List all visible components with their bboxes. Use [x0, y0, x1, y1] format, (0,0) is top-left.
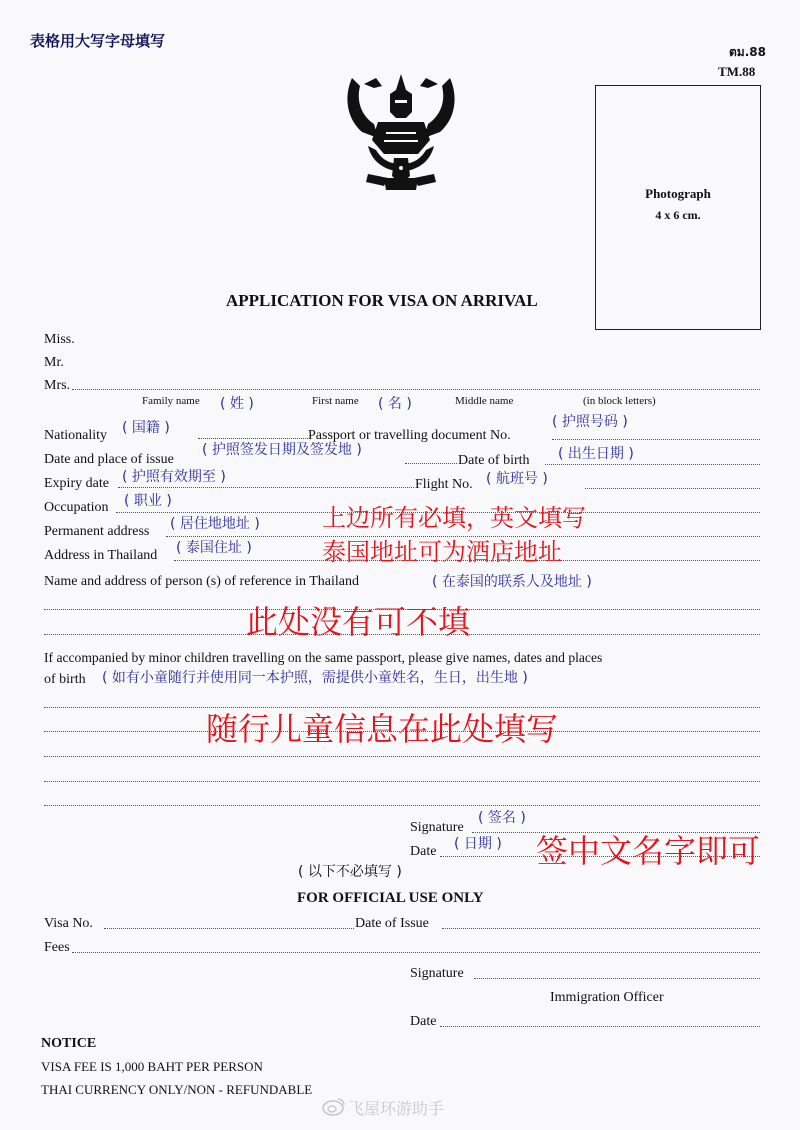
occupation-label: Occupation [44, 500, 109, 515]
fees-field[interactable] [72, 952, 760, 953]
nationality-label: Nationality [44, 428, 107, 443]
dob-label: Date of birth [458, 453, 530, 468]
passport-field[interactable] [552, 439, 760, 440]
officer-date-label: Date [410, 1014, 437, 1029]
occupation-cn: ( 职业 ) [124, 493, 172, 509]
expiry-cn: ( 护照有效期至 ) [122, 469, 226, 485]
notice-heading: NOTICE [41, 1036, 97, 1051]
photo-label: Photograph [645, 186, 711, 201]
annotation-sign-chinese: 签中文名字即可 [536, 832, 761, 870]
passport-cn: ( 护照号码 ) [552, 414, 628, 430]
date-place-issue-cn: ( 护照签发日期及签发地 ) [202, 442, 362, 458]
expiry-field[interactable] [118, 487, 414, 488]
permanent-address-label: Permanent address [44, 524, 150, 539]
notice-currency: THAI CURRENCY ONLY/NON - REFUNDABLE [41, 1082, 313, 1097]
photo-box[interactable] [595, 85, 761, 330]
photo-size: 4 x 6 cm. [655, 208, 701, 222]
nationality-field[interactable] [198, 438, 308, 439]
date-cn: ( 日期 ) [454, 836, 502, 852]
children-cn: ( 如有小童随行并使用同一本护照，需提供小童姓名，生日，出生地 ) [102, 670, 528, 686]
officer-signature-field[interactable] [474, 978, 760, 979]
garuda-emblem-icon [338, 66, 464, 194]
signature-cn: ( 签名 ) [478, 810, 526, 826]
children-field-3[interactable] [44, 756, 760, 757]
children-label-line2: of birth [44, 672, 86, 687]
annotation-optional: 此处没有可不填 [246, 603, 471, 641]
annotation-children-here: 随行儿童信息在此处填写 [206, 710, 559, 748]
watermark-text: 飞屋环游助手 [348, 1099, 445, 1118]
dob-cn: ( 出生日期 ) [558, 446, 634, 462]
reference-label: Name and address of person (s) of reference in Thailand [44, 574, 359, 589]
dob-field[interactable] [545, 464, 760, 465]
title-mrs[interactable]: Mrs. [44, 378, 71, 393]
officer-date-field[interactable] [440, 1026, 760, 1027]
date-label: Date [410, 844, 437, 859]
children-label-line1: If accompanied by minor children travelling on the same passport, please give names, dates and places [44, 650, 603, 665]
flight-label: Flight No. [415, 477, 473, 492]
flight-cn: ( 航班号 ) [486, 471, 548, 487]
children-field-4[interactable] [44, 781, 760, 782]
date-place-issue-label: Date and place of issue [44, 452, 174, 467]
address-thailand-label: Address in Thailand [44, 548, 158, 563]
first-name-label: First name [312, 395, 359, 407]
first-name-cn: ( 名 ) [378, 396, 412, 412]
family-name-label: Family name [142, 395, 200, 407]
annotation-all-required: 上边所有必填，英文填写 [322, 504, 586, 532]
notice-fee: VISA FEE IS 1,000 BAHT PER PERSON [41, 1059, 263, 1074]
passport-label: Passport or travelling document No. [308, 428, 511, 443]
official-heading: FOR OFFICIAL USE ONLY [297, 890, 484, 906]
flight-field[interactable] [585, 488, 760, 489]
address-thailand-cn: ( 泰国住址 ) [176, 540, 252, 556]
block-letters-note: (in block letters) [583, 395, 656, 407]
name-field[interactable] [72, 389, 760, 390]
signature-label: Signature [410, 820, 464, 835]
fees-label: Fees [44, 940, 70, 955]
officer-signature-label: Signature [410, 966, 464, 981]
weibo-icon [322, 1096, 346, 1116]
permanent-address-cn: ( 居住地地址 ) [170, 516, 260, 532]
below-not-needed-note: ( 以下不必填写 ) [298, 864, 402, 880]
date-of-issue-field[interactable] [442, 928, 760, 929]
visa-no-label: Visa No. [44, 916, 93, 931]
annotation-hotel-ok: 泰国地址可为酒店地址 [322, 538, 562, 566]
immigration-officer-label: Immigration Officer [550, 990, 664, 1005]
page-title: APPLICATION FOR VISA ON ARRIVAL [226, 291, 538, 310]
family-name-cn: ( 姓 ) [220, 396, 254, 412]
title-mr[interactable]: Mr. [44, 355, 64, 370]
date-of-issue-label: Date of Issue [355, 916, 429, 931]
date-place-issue-field[interactable] [405, 463, 457, 464]
title-miss[interactable]: Miss. [44, 332, 75, 347]
nationality-cn: ( 国籍 ) [122, 420, 170, 436]
reference-cn: ( 在泰国的联系人及地址 ) [432, 574, 592, 590]
form-code: TM.88 [718, 64, 756, 79]
children-field-5[interactable] [44, 805, 760, 806]
expiry-label: Expiry date [44, 476, 109, 491]
middle-name-label: Middle name [455, 395, 514, 407]
visa-no-field[interactable] [104, 928, 354, 929]
fill-instruction: 表格用大写字母填写 [30, 32, 166, 50]
form-code-thai: ตม.88 [729, 45, 766, 59]
